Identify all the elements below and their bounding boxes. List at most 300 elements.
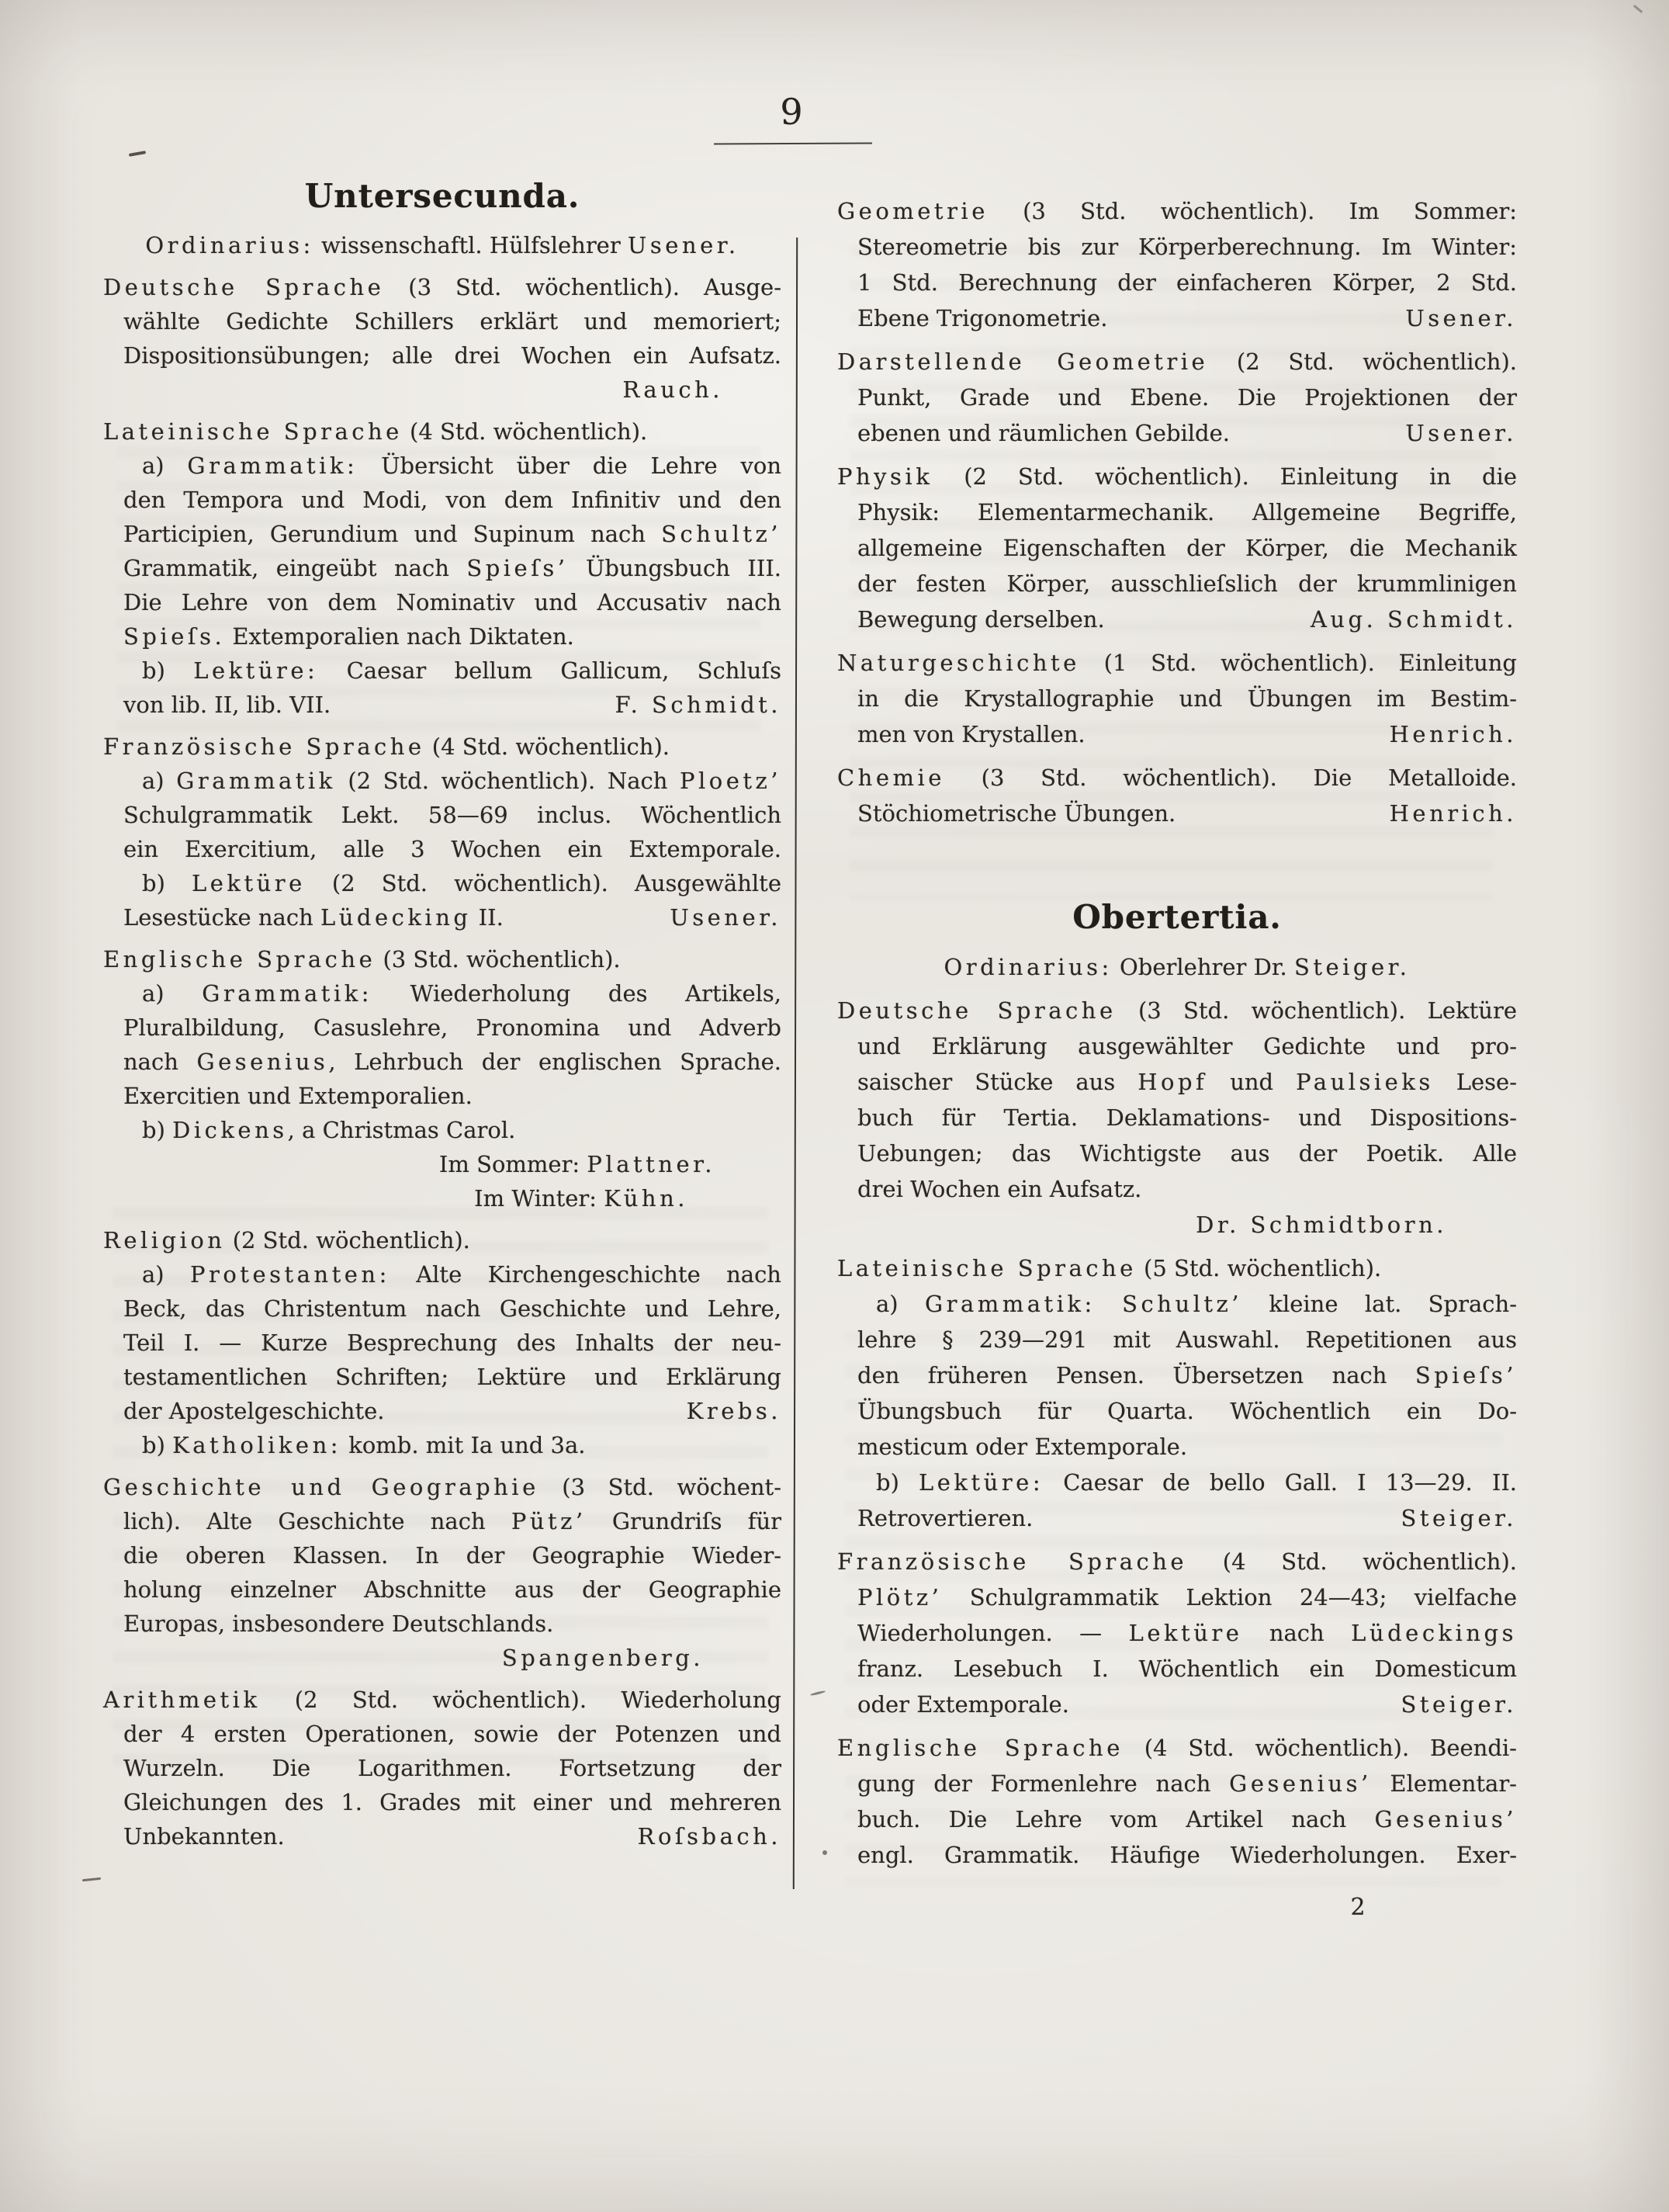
text-segment: Gesenius’ (1229, 1770, 1372, 1797)
text-line (103, 654, 781, 688)
text-segment: oder Extemporale. (857, 1691, 1069, 1718)
text-line (103, 517, 781, 551)
paragraph (837, 459, 1517, 637)
text-line (103, 449, 781, 483)
text-segment: (2 Std. wöchentlich). Ausgewählte (305, 870, 781, 896)
text-segment: Alte Kirchengeschichte nach (390, 1261, 781, 1288)
text-line (103, 1045, 781, 1079)
text-segment: Übungsbuch für Quarta. Wöchentlich ein Do- (857, 1398, 1517, 1424)
text-segment: 1 Std. Berechnung der einfacheren Körper, 2 Std. (857, 269, 1517, 296)
text-line (103, 976, 781, 1011)
paragraph (837, 760, 1517, 831)
text-segment: Unbekannten. (123, 1823, 285, 1850)
text-line (837, 344, 1517, 380)
text-line (837, 1135, 1517, 1171)
text-segment: Gleichungen des 1. Grades mit einer und mehreren (123, 1789, 781, 1815)
text-segment: Spieſs. (123, 623, 226, 650)
signature-name (1390, 796, 1517, 831)
text-segment: Stereometrie bis zur Körperberechnung. Im Winter: (857, 234, 1517, 260)
text-segment: wissenschaftl. Hülfslehrer (313, 232, 628, 258)
text-line (837, 1615, 1517, 1651)
text-line (837, 993, 1517, 1028)
text-line (837, 229, 1517, 265)
scan-speck (1633, 5, 1643, 13)
scan-speck (129, 151, 146, 157)
paragraph (837, 1250, 1517, 1536)
signature-name (1401, 1500, 1517, 1536)
text-segment: Lüdeckings (1351, 1620, 1517, 1646)
text-line (103, 1785, 781, 1819)
text-segment: lehre § 239—291 mit Auswahl. Repetitionen aus (857, 1326, 1517, 1353)
text-segment: Geometrie (837, 198, 989, 224)
text-segment: Lesestücke nach (123, 904, 320, 931)
text-segment: Dispositionsübungen; alle drei Wochen ein Aufsatz. (123, 342, 781, 369)
text-segment: Grammatik: (187, 452, 358, 479)
text-segment: Physik (837, 463, 933, 490)
text-line (103, 1751, 781, 1785)
text-segment: der Apostelgeschichte. (123, 1398, 385, 1424)
text-segment: drei Wochen ein Aufsatz. (857, 1176, 1142, 1202)
signature-name (1405, 300, 1517, 336)
text-segment (1096, 1291, 1122, 1317)
text-segment: Grammatik (176, 768, 336, 794)
signature-line (103, 373, 781, 407)
text-segment: und Erklärung ausgewählter Gedichte und pro- (857, 1033, 1517, 1059)
section-heading: Untersecunda. (304, 177, 580, 215)
text-segment: Stöchiometrische Übungen. (857, 800, 1176, 827)
text-line (103, 228, 781, 262)
text-segment: Englische Sprache (103, 946, 376, 973)
text-line (837, 1028, 1517, 1064)
text-segment: Ebene Trigonometrie. (857, 305, 1108, 331)
text-segment: Exercitien und Extemporalien. (123, 1083, 473, 1109)
text-segment: b) (142, 1117, 173, 1143)
text-segment: Arithmetik (103, 1687, 261, 1713)
text-segment: Übungsbuch III. (568, 555, 781, 581)
column-divider-rule (793, 237, 798, 1889)
text-segment: Participien, Gerundium und Supinum nach (123, 521, 662, 547)
text-line (103, 414, 781, 449)
text-segment: Spieſs’ (1414, 1362, 1517, 1389)
text-line (103, 304, 781, 338)
signature-mark: 2 (1350, 1894, 1366, 1921)
text-segment: und (1207, 1069, 1297, 1095)
text-segment: franz. Lesebuch I. Wöchentlich ein Domesticum (857, 1656, 1517, 1682)
text-segment: (2 Std. wöchentlich). Nach (335, 768, 680, 794)
signature-line (103, 1147, 781, 1181)
text-segment: Paulsieks (1296, 1069, 1434, 1095)
text-segment: (3 Std. wöchentlich). Im Sommer: (988, 198, 1517, 224)
text-segment: Europas, insbesondere Deutschlands. (123, 1610, 554, 1637)
text-segment-group (123, 900, 504, 934)
text-line (837, 530, 1517, 566)
text-segment: (3 Std. wöchentlich). Lektüre (1116, 997, 1518, 1024)
text-segment: Im Winter: (474, 1185, 604, 1212)
text-segment: Dickens (172, 1117, 288, 1143)
text-segment-group (857, 602, 1105, 637)
text-segment: testamentlichen Schriften; Lektüre und Erklärung (123, 1364, 781, 1390)
text-line (103, 338, 781, 373)
text-line (103, 1607, 781, 1641)
text-segment: b) (142, 657, 194, 684)
text-segment-group (857, 300, 1107, 336)
text-segment: (4 Std. wöchentlich). Beendi- (1123, 1735, 1517, 1761)
signature-line (103, 1641, 781, 1675)
text-line (103, 1223, 781, 1257)
text-segment: Französische Sprache (103, 733, 425, 760)
text-segment: (3 Std. wöchentlich). Ausge- (384, 274, 781, 300)
text-segment: a) (142, 1261, 190, 1288)
text-segment: (4 Std. wöchentlich). (1187, 1548, 1517, 1575)
signature-name (615, 688, 781, 722)
paragraph (103, 730, 781, 934)
text-segment: a) (142, 452, 188, 479)
text-segment: Lektüre (1128, 1620, 1243, 1646)
text-segment: Plötz’ (857, 1584, 943, 1610)
text-segment: den Tempora und Modi, von dem Infinitiv und den (123, 487, 781, 513)
text-segment: (4 Std. wöchentlich). (402, 418, 648, 445)
text-segment: von lib. II, lib. VII. (123, 692, 331, 718)
scan-speck (82, 1877, 101, 1881)
text-segment: ein Exercitium, alle 3 Wochen ein Extemporale. (123, 836, 781, 862)
right-column (837, 185, 1517, 1873)
text-segment: Lüdecking (320, 904, 472, 931)
text-segment: die oberen Klassen. In der Geographie Wieder- (123, 1542, 781, 1569)
text-segment: nach (123, 1049, 197, 1075)
text-segment: Steiger. (1401, 1691, 1517, 1718)
text-line (103, 900, 781, 934)
text-segment: Aug. Schmidt. (1310, 606, 1517, 633)
paragraph (837, 1544, 1517, 1722)
text-line (837, 300, 1517, 336)
text-line (837, 1730, 1517, 1766)
text-segment: Wurzeln. Die Logarithmen. Fortsetzung der (123, 1755, 781, 1781)
text-segment: Beck, das Christentum nach Geschichte und Lehre, (123, 1295, 781, 1322)
text-line (103, 730, 781, 764)
text-line (103, 1011, 781, 1045)
text-segment: Im Sommer: (438, 1151, 587, 1177)
text-segment: Englische Sprache (837, 1735, 1124, 1761)
text-line (103, 1683, 781, 1717)
text-segment: Darstellende Geometrie (837, 348, 1209, 375)
text-segment: Wiederholung des Artikels, (372, 980, 781, 1007)
signature-name (1401, 1687, 1517, 1722)
text-segment: Usener. (627, 232, 739, 258)
paragraph (837, 993, 1517, 1243)
text-segment: II. (471, 904, 504, 931)
text-segment-group (857, 1687, 1069, 1722)
paragraph (103, 1470, 781, 1675)
text-segment: in die Krystallographie und Übungen im Bestim- (857, 685, 1517, 712)
text-segment: Lateinische Sprache (837, 1255, 1137, 1281)
text-line (837, 1651, 1517, 1687)
scan-speck (822, 1850, 827, 1855)
text-segment: allgemeine Eigenschaften der Körper, die Mechanik (857, 535, 1517, 561)
text-segment: Krebs. (686, 1398, 781, 1424)
text-line (837, 681, 1517, 716)
text-line (837, 1322, 1517, 1357)
text-segment: nach (1242, 1620, 1352, 1646)
text-segment: Katholiken: (172, 1432, 342, 1458)
text-segment: (3 Std. wöchentlich). (376, 946, 621, 973)
text-segment: Pütz’ (511, 1508, 587, 1534)
text-segment: Die Lehre von dem Nominativ und Accusativ nach (123, 589, 781, 615)
text-segment: gung der Formenlehre nach (857, 1770, 1230, 1797)
text-line (103, 1572, 781, 1607)
text-line (837, 1837, 1517, 1873)
text-segment: komb. mit Ia und 3a. (341, 1432, 586, 1458)
text-segment: Schultz’ (1122, 1291, 1243, 1317)
text-segment: Lese- (1433, 1069, 1518, 1095)
text-segment: men von Krystallen. (857, 721, 1086, 747)
text-segment: a) (876, 1291, 925, 1317)
text-segment: lich). Alte Geschichte nach (123, 1508, 511, 1534)
text-segment: Deutsche Sprache (103, 274, 385, 300)
text-segment: Naturgeschichte (837, 650, 1080, 676)
text-segment: Henrich. (1389, 800, 1517, 827)
text-line (837, 1250, 1517, 1286)
text-segment: Kühn. (604, 1185, 688, 1212)
signature-name (1390, 716, 1517, 752)
page-number: 9 (780, 91, 803, 133)
text-line (103, 1257, 781, 1291)
paragraph (103, 1223, 781, 1462)
signature-name (638, 1819, 781, 1853)
text-line (103, 1079, 781, 1113)
text-segment: ebenen und räumlichen Gebilde. (857, 420, 1231, 446)
text-segment: Deutsche Sprache (837, 997, 1117, 1024)
text-segment: Uebungen; das Wichtigste aus der Poetik. Alle (857, 1140, 1517, 1167)
text-segment-group (123, 1819, 285, 1853)
text-segment: Spieſs’ (466, 555, 569, 581)
text-line (837, 1171, 1517, 1207)
text-segment: Oberlehrer Dr. (1112, 954, 1294, 980)
text-segment: Teil I. — Kurze Besprechung des Inhalts der neu- (123, 1330, 781, 1356)
text-segment: Chemie (837, 764, 945, 791)
text-line (837, 193, 1517, 229)
text-segment: Französische Sprache (837, 1548, 1188, 1575)
text-line (837, 1465, 1517, 1500)
page-number-rule (714, 143, 872, 145)
text-segment: Grammatik: (202, 980, 373, 1007)
text-segment: Gesenius (196, 1049, 329, 1075)
text-line (103, 270, 781, 304)
text-line (103, 1326, 781, 1360)
text-segment: Caesar de bello Gall. I 13—29. II. (1044, 1469, 1517, 1496)
text-segment: , a Christmas Carol. (287, 1117, 516, 1143)
text-segment: der festen Körper, ausschlieſslich der krummlinigen (857, 570, 1517, 597)
text-segment: holung einzelner Abschnitte aus der Geographie (123, 1576, 781, 1603)
text-line (837, 459, 1517, 494)
text-line (103, 1717, 781, 1751)
text-segment: Caesar bellum Gallicum, Schluſs (318, 657, 781, 684)
paragraph (103, 414, 781, 722)
text-line (837, 796, 1517, 831)
text-line (103, 551, 781, 585)
text-segment: Usener. (1405, 305, 1517, 331)
text-segment: Lektüre: (919, 1469, 1044, 1496)
text-line (837, 1100, 1517, 1135)
text-line (837, 1579, 1517, 1615)
text-segment: Plattner. (587, 1151, 715, 1177)
text-segment: (5 Std. wöchentlich). (1136, 1255, 1382, 1281)
text-line (103, 798, 781, 832)
signature-name (687, 1394, 781, 1428)
text-line (837, 494, 1517, 530)
ordinarius-line (103, 228, 781, 262)
text-segment: Physik: Elementarmechanik. Allgemeine Begriffe, (857, 499, 1517, 525)
text-segment: Spangenberg. (501, 1645, 704, 1671)
text-segment: Punkt, Grade und Ebene. Die Projektionen der (857, 384, 1517, 411)
text-segment: Lateinische Sprache (103, 418, 403, 445)
text-segment: Lektüre: (193, 657, 319, 684)
signature-line (103, 1181, 781, 1215)
text-line (103, 1360, 781, 1394)
text-line (837, 1393, 1517, 1429)
paragraph (103, 270, 781, 407)
text-line (837, 415, 1517, 451)
text-line (837, 1064, 1517, 1100)
text-line (837, 645, 1517, 681)
text-segment: (4 Std. wöchentlich). (424, 733, 670, 760)
text-segment: Protestanten: (189, 1261, 390, 1288)
text-line (837, 1687, 1517, 1722)
text-segment: mesticum oder Extemporale. (857, 1434, 1188, 1460)
text-segment: Ploetz’ (679, 768, 782, 794)
signature-name (1405, 415, 1517, 451)
text-segment: (3 Std. wöchent- (538, 1474, 781, 1500)
text-line (103, 942, 781, 976)
text-segment: den früheren Pensen. Übersetzen nach (857, 1362, 1415, 1389)
text-line (837, 1544, 1517, 1579)
text-segment: Übersicht über die Lehre von (358, 452, 781, 479)
text-line (103, 1538, 781, 1572)
text-segment: Grundriſs für (586, 1508, 781, 1534)
text-segment: kleine lat. Sprach- (1242, 1291, 1517, 1317)
text-segment: b) (142, 1432, 173, 1458)
text-segment: Ordinarius: (944, 954, 1113, 980)
text-line (837, 1429, 1517, 1465)
text-segment: Elementar- (1371, 1770, 1517, 1797)
left-column (103, 177, 781, 1853)
text-segment: Extemporalien nach Diktaten. (225, 623, 574, 650)
text-segment: Usener. (1405, 420, 1517, 446)
text-line (103, 1470, 781, 1504)
text-line (837, 602, 1517, 637)
ordinarius-line (837, 949, 1517, 985)
text-line (103, 1504, 781, 1538)
text-line (103, 1291, 781, 1326)
text-segment: der 4 ersten Operationen, sowie der Potenzen und (123, 1721, 781, 1747)
text-line (103, 1394, 781, 1428)
text-segment: (1 Std. wöchentlich). Einleitung (1079, 650, 1517, 676)
text-segment: Steiger. (1401, 1505, 1517, 1531)
text-segment: Dr. Schmidtborn. (1196, 1212, 1447, 1238)
text-line (103, 585, 781, 619)
text-segment: , Lehrbuch der englischen Sprache. (328, 1049, 782, 1075)
text-segment: Wiederholungen. — (857, 1620, 1129, 1646)
text-segment: Grammatik, eingeübt nach (123, 555, 467, 581)
text-segment: Religion (103, 1227, 226, 1253)
text-segment: Schultz’ (661, 521, 781, 547)
text-segment: Rauch. (622, 376, 723, 403)
text-line (103, 1428, 781, 1462)
signature-line (837, 1207, 1517, 1243)
paragraph (837, 344, 1517, 451)
text-segment: a) (142, 768, 177, 794)
text-line (837, 760, 1517, 796)
paragraph (837, 1730, 1517, 1873)
text-line (103, 483, 781, 517)
text-line (837, 716, 1517, 752)
text-line (837, 1801, 1517, 1837)
text-segment: (3 Std. wöchentlich). Die Metalloide. (944, 764, 1517, 791)
text-line (103, 764, 781, 798)
text-line (103, 1113, 781, 1147)
text-segment-group (857, 415, 1230, 451)
text-segment: Grammatik: (924, 1291, 1096, 1317)
text-segment: Geschichte und Geographie (103, 1474, 539, 1500)
text-segment: Lektüre (191, 870, 306, 896)
text-segment: buch. Die Lehre vom Artikel nach (857, 1806, 1375, 1832)
text-line (103, 832, 781, 866)
text-segment: engl. Grammatik. Häufige Wiederholungen. Exer- (857, 1842, 1517, 1868)
text-line (837, 566, 1517, 602)
text-segment: buch für Tertia. Deklamations- und Dispositions- (857, 1104, 1517, 1131)
signature-name (670, 900, 781, 934)
text-segment: wählte Gedichte Schillers erklärt und memoriert; (123, 308, 781, 335)
text-segment-group (857, 1500, 1033, 1536)
text-segment-group (857, 716, 1086, 752)
text-line (103, 866, 781, 900)
text-segment: Ordinarius: (145, 232, 314, 258)
signature-name (1311, 602, 1517, 637)
text-segment: Schulgrammatik Lektion 24—43; vielfache (942, 1584, 1517, 1610)
text-line (837, 949, 1517, 985)
text-segment: Henrich. (1389, 721, 1517, 747)
text-segment: Usener. (670, 904, 781, 931)
text-line (837, 1766, 1517, 1801)
paragraph (103, 1683, 781, 1853)
text-segment: Bewegung derselben. (857, 606, 1105, 633)
text-line (837, 1500, 1517, 1536)
text-line (837, 380, 1517, 415)
text-segment: F. Schmidt. (615, 692, 781, 718)
text-segment: (2 Std. wöchentlich). Einleitung in die (933, 463, 1517, 490)
text-line (837, 1357, 1517, 1393)
paragraph (103, 942, 781, 1215)
text-line (103, 1819, 781, 1853)
text-segment: (2 Std. wöchentlich). (1208, 348, 1518, 375)
text-segment-group (123, 1394, 385, 1428)
paragraph (837, 645, 1517, 752)
text-line (103, 688, 781, 722)
text-segment: b) (142, 870, 192, 896)
text-segment: Steiger. (1293, 954, 1411, 980)
text-segment: b) (876, 1469, 919, 1496)
text-segment: Retrovertieren. (857, 1505, 1034, 1531)
text-segment: Pluralbildung, Casuslehre, Pronomina und Adverb (123, 1014, 781, 1041)
text-segment: saischer Stücke aus (857, 1069, 1138, 1095)
text-segment: a) (142, 980, 203, 1007)
text-segment-group (857, 796, 1176, 831)
scan-speck (810, 1690, 826, 1697)
paragraph (837, 193, 1517, 336)
text-line (103, 619, 781, 654)
section-heading: Obertertia. (1072, 898, 1282, 936)
text-segment: Gesenius’ (1374, 1806, 1517, 1832)
text-line (837, 1286, 1517, 1322)
